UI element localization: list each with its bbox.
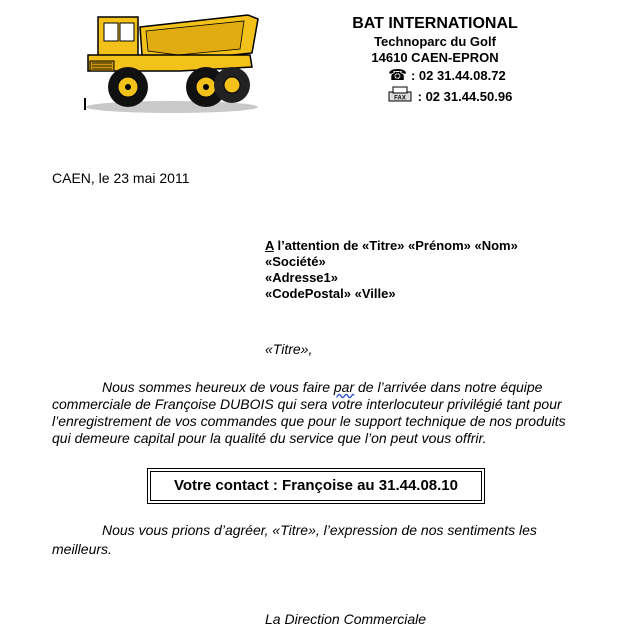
phone-row xyxy=(354,66,540,86)
dump-truck-logo xyxy=(80,5,260,115)
telephone-icon: ☎ xyxy=(388,67,407,84)
recipient-address1: «Adresse1» xyxy=(265,270,338,285)
phone-number: : 02 31.44.08.72 xyxy=(410,68,506,83)
fax-icon-label: FAX xyxy=(393,95,406,102)
paragraph-closing xyxy=(52,521,572,559)
attention-rest: l’attention de «Titre» «Prénom» «Nom» xyxy=(273,238,518,253)
paragraph-intro-part1: Nous sommes heureux de vous faire xyxy=(102,379,334,395)
recipient-address xyxy=(265,238,518,302)
paragraph-intro xyxy=(52,379,572,447)
attention-line xyxy=(265,238,518,254)
salutation: «Titre», xyxy=(265,341,313,357)
address-line-2: 14610 CAEN-EPRON xyxy=(371,50,499,65)
recipient-postal-city: «CodePostal» «Ville» xyxy=(265,286,396,301)
address-line-1: Technoparc du Golf xyxy=(374,34,496,49)
recipient-company: «Société» xyxy=(265,254,326,269)
letter-date: CAEN, le 23 mai 2011 xyxy=(52,170,190,186)
fax-icon xyxy=(388,86,412,108)
misspelled-word: par xyxy=(333,379,355,395)
company-name: BAT INTERNATIONAL xyxy=(352,15,518,32)
signature: La Direction Commerciale xyxy=(265,611,427,627)
contact-box: Votre contact : Françoise au 31.44.08.10 xyxy=(150,471,482,501)
text-cursor xyxy=(84,98,86,110)
fax-number: : 02 31.44.50.96 xyxy=(417,89,513,104)
paragraph-closing-text: Nous vous prions d’agréer, «Titre», l’expression de nos sentiments les meilleurs. xyxy=(52,522,537,557)
fax-row xyxy=(360,86,540,108)
paragraph-intro-part2: de l’arrivée dans notre équipe commerciale de Françoise DUBOIS qui sera votre interlocuteur privilégié tant pour l’enregistrement de vos commandes que pour le support technique de nos produits qui demeure capital pour la qualité du service que l’on peut vous offrir. xyxy=(52,379,566,446)
company-header xyxy=(330,14,540,108)
attention-initial: A xyxy=(265,238,274,253)
